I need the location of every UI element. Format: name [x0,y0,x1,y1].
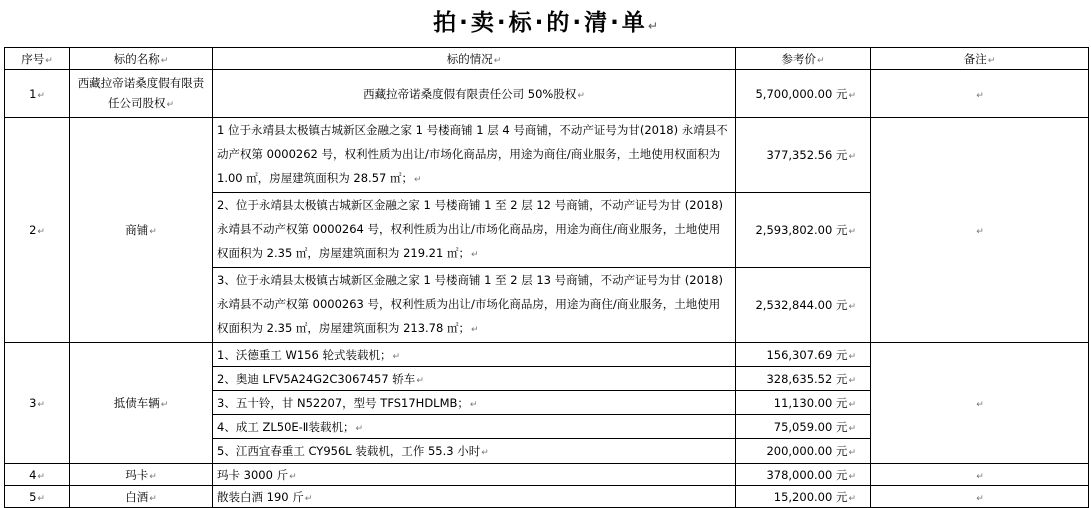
cell-price: 5,700,000.00 元↵ [736,70,871,118]
auction-items-table [4,47,1089,508]
cell-no: 1↵ [5,70,70,118]
cell-desc: 3、位于永靖县太极镇古城新区金融之家 1 号楼商铺 1 至 2 层 13 号商铺，不动产证号为甘 (2018) 永靖县不动产权第 0000263 号，权利性质为出让/市场化商品房，用途为商住/商业服务，土地使用权面积为 2.35 ㎡，房屋建筑面积为 213.78 ㎡；↵ [213,268,736,343]
cell-no: 3↵ [5,343,70,464]
cell-price: 15,200.00 元↵ [736,486,871,508]
cell-name: 商铺↵ [70,118,213,343]
header-note: 备注↵ [871,48,1089,70]
cell-desc: 1 位于永靖县太极镇古城新区金融之家 1 号楼商铺 1 层 4 号商铺，不动产证号为甘(2018) 永靖县不动产权第 0000262 号，权利性质为出让/市场化商品房，用途为商住/商业服务，土地使用权面积为 1.00 ㎡，房屋建筑面积为 28.57 ㎡；↵ [213,118,736,193]
cell-note: ↵ [871,118,1089,343]
table-row [5,118,1089,193]
cell-price: 377,352.56 元↵ [736,118,871,193]
table-row [5,464,1089,486]
cell-price: 75,059.00 元↵ [736,415,871,439]
table-row [5,486,1089,508]
header-name: 标的名称↵ [70,48,213,70]
cell-no: 5↵ [5,486,70,508]
cell-no: 4↵ [5,464,70,486]
cell-desc: 西藏拉帝诺桑度假有限责任公司 50%股权↵ [213,70,736,118]
cell-no: 2↵ [5,118,70,343]
cell-desc: 1、沃德重工 W156 轮式装载机；↵ [213,343,736,367]
cell-desc: 2、位于永靖县太极镇古城新区金融之家 1 号楼商铺 1 至 2 层 12 号商铺，不动产证号为甘 (2018) 永靖县不动产权第 0000264 号，权利性质为出让/市场化商品房，用途为商住/商业服务，土地使用权面积为 2.35 ㎡，房屋建筑面积为 219.21 ㎡；↵ [213,193,736,268]
cell-desc: 2、奥迪 LFV5A24G2C3067457 轿车↵ [213,367,736,391]
cell-price: 11,130.00 元↵ [736,391,871,415]
cell-price: 328,635.52 元↵ [736,367,871,391]
cell-price: 2,593,802.00 元↵ [736,193,871,268]
cell-desc: 散装白酒 190 斤↵ [213,486,736,508]
page-title [0,6,1091,40]
header-row [5,48,1089,70]
cell-note: ↵ [871,70,1089,118]
cell-name: 玛卡↵ [70,464,213,486]
cell-desc: 3、五十铃，甘 N52207，型号 TFS17HDLMB；↵ [213,391,736,415]
cell-note: ↵ [871,486,1089,508]
cell-name: 抵债车辆↵ [70,343,213,464]
cell-price: 200,000.00 元↵ [736,439,871,464]
cell-price: 156,307.69 元↵ [736,343,871,367]
table-row [5,343,1089,367]
header-no: 序号↵ [5,48,70,70]
cell-desc: 玛卡 3000 斤↵ [213,464,736,486]
header-desc: 标的情况↵ [213,48,736,70]
title-text: 拍·卖·标·的·清·单 [433,10,648,36]
cell-price: 378,000.00 元↵ [736,464,871,486]
header-price: 参考价↵ [736,48,871,70]
cell-name: 西藏拉帝诺桑度假有限责任公司股权↵ [70,70,213,118]
cell-desc: 5、江西宜春重工 CY956L 装载机，工作 55.3 小时↵ [213,439,736,464]
table-row [5,70,1089,118]
paragraph-mark: ↵ [647,19,658,33]
cell-price: 2,532,844.00 元↵ [736,268,871,343]
cell-name: 白酒↵ [70,486,213,508]
cell-desc: 4、成工 ZL50E-Ⅱ装载机；↵ [213,415,736,439]
cell-note: ↵ [871,343,1089,464]
cell-note: ↵ [871,464,1089,486]
